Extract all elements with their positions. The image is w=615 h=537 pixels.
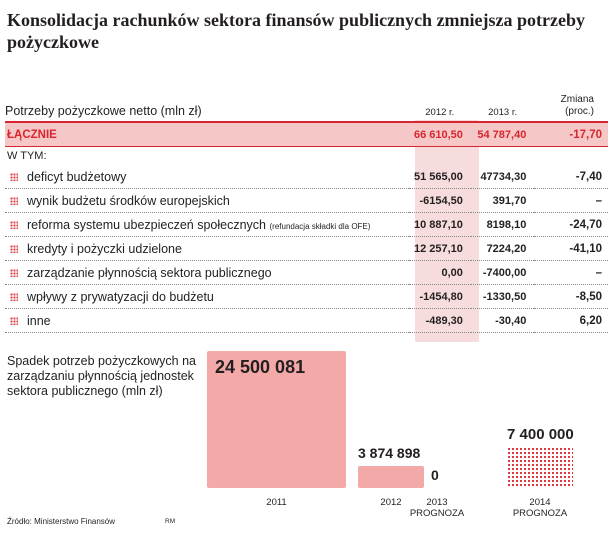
row-change: -8,50: [534, 285, 608, 309]
row-2012: 0,00: [409, 261, 471, 285]
row-label: deficyt budżetowy: [27, 169, 127, 184]
bar-value-label-1: 3 874 898: [358, 445, 421, 461]
bar-value-label-0: 24 500 081: [215, 357, 306, 377]
row-label: wynik budżetu środków europejskich: [27, 193, 230, 208]
bar-3: [507, 447, 573, 488]
row-change: -7,40: [534, 165, 608, 189]
row-label: wpływy z prywatyzacji do budżetu: [27, 289, 214, 304]
row-2013: -7400,00: [471, 261, 534, 285]
dot-grid-icon: [10, 293, 18, 301]
source-note: Źródło: Ministerstwo Finansów: [7, 517, 116, 526]
row-2012: -1454,80: [409, 285, 471, 309]
row-change: –: [534, 189, 608, 213]
dot-grid-icon: [10, 197, 18, 205]
row-2012: 12 257,10: [409, 237, 471, 261]
total-row: [5, 122, 608, 147]
x-tick-label-0: 2011: [266, 497, 287, 508]
row-change: –: [534, 261, 608, 285]
dot-grid-icon: [10, 173, 18, 181]
x-tick-label-3: 2014 PROGNOZA: [512, 497, 568, 519]
dot-grid-icon: [10, 317, 18, 325]
row-2012: -6154,50: [409, 189, 471, 213]
dot-grid-icon: [10, 269, 18, 277]
bar-value-label-2: 0: [431, 467, 439, 483]
table-row: [5, 189, 608, 213]
col-2012-header: 2012 r.: [409, 82, 471, 122]
borrowing-table: [5, 82, 608, 333]
total-2013: 54 787,40: [471, 122, 534, 147]
row-2012: -489,30: [409, 309, 471, 333]
total-2012: 66 610,50: [409, 122, 471, 147]
row-note: (refundacja składki dla OFE): [269, 221, 371, 231]
table-row: [5, 309, 608, 333]
table-row: [5, 285, 608, 309]
row-label: reforma systemu ubezpieczeń społecznych: [27, 217, 267, 232]
col-2013-header: 2013 r.: [471, 82, 534, 122]
row-label: zarządzanie płynnością sektora publicznego: [27, 265, 272, 280]
row-2013: 47734,30: [471, 165, 534, 189]
row-change: -41,10: [534, 237, 608, 261]
row-change: 6,20: [534, 309, 608, 333]
total-label: ŁĄCZNIE: [5, 122, 409, 147]
dot-grid-icon: [10, 245, 18, 253]
row-2013: 391,70: [471, 189, 534, 213]
row-2013: -30,40: [471, 309, 534, 333]
table-header-label: Potrzeby pożyczkowe netto (mln zł): [5, 82, 409, 122]
chart-caption: Spadek potrzeb pożyczkowych na zarządzaniu płynnością jednostek sektora publicznego (mln zł): [7, 354, 196, 398]
table-row: [5, 213, 608, 237]
row-2013: -1330,50: [471, 285, 534, 309]
col-change-header: Zmiana (proc.): [534, 82, 608, 122]
row-change: -24,70: [534, 213, 608, 237]
row-2013: 7224,20: [471, 237, 534, 261]
dot-grid-icon: [10, 221, 18, 229]
x-tick-label-1: 2012: [380, 497, 402, 508]
table-row: [5, 261, 608, 285]
total-change: -17,70: [534, 122, 608, 147]
x-tick-label-2: 2013 PROGNOZA: [409, 497, 465, 519]
row-2012: 51 565,00: [409, 165, 471, 189]
row-label: inne: [27, 313, 51, 328]
subheader-row: [5, 147, 608, 166]
chart-title: Konsolidacja rachunków sektora finansów publicznych zmniejsza potrzeby pożyczkowe: [7, 10, 586, 52]
author-credit: RM: [165, 518, 176, 525]
table-row: [5, 165, 608, 189]
row-2012: 10 887,10: [409, 213, 471, 237]
table-row: [5, 237, 608, 261]
bar-value-label-3: 7 400 000: [507, 426, 574, 443]
row-2013: 8198,10: [471, 213, 534, 237]
row-label: kredyty i pożyczki udzielone: [27, 241, 182, 256]
subheader-label: W TYM:: [7, 150, 47, 162]
bar-1: [358, 466, 424, 488]
